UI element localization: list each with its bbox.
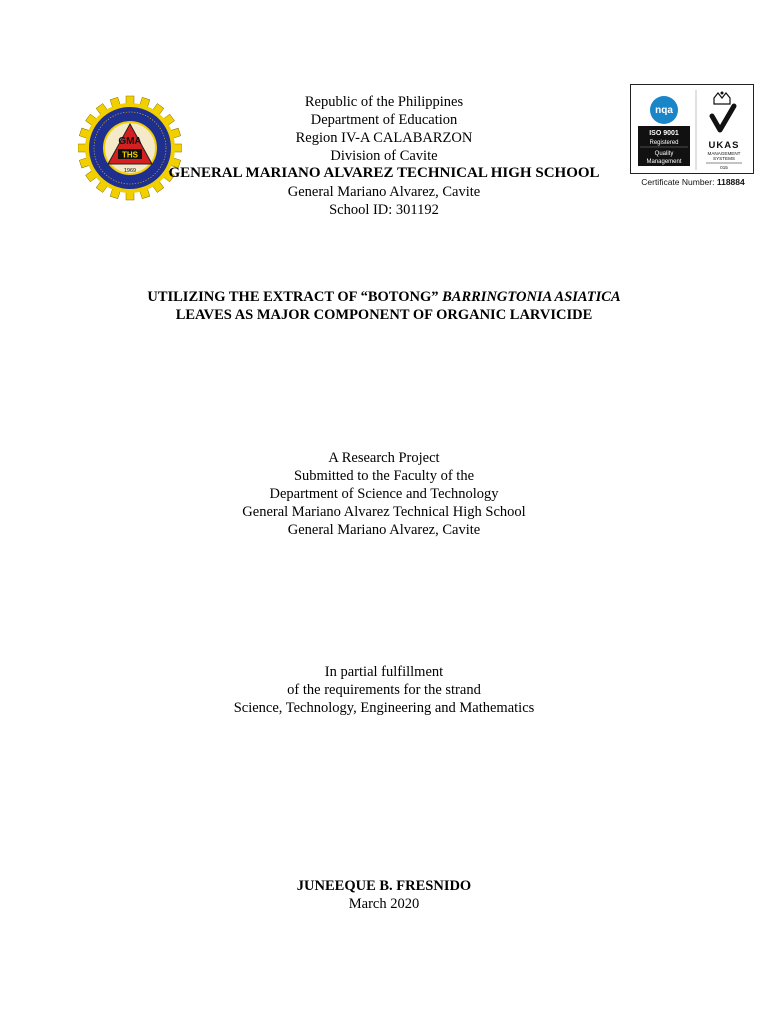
- school-name: GENERAL MARIANO ALVAREZ TECHNICAL HIGH SCHOOL: [168, 165, 600, 181]
- logo-year: 1969: [123, 168, 137, 174]
- qm-line1: Quality: [654, 151, 674, 157]
- logo-monogram: GMA: [118, 136, 142, 147]
- submission-line2: Submitted to the Faculty of the: [293, 468, 475, 484]
- logo-abbr: THS: [122, 150, 138, 160]
- iso-certification-badge: [630, 84, 756, 190]
- qm-line2: Management: [646, 159, 682, 165]
- fulfillment-line2: of the requirements for the strand: [287, 682, 481, 698]
- author-name: JUNEEQUE B. FRESNIDO: [296, 878, 472, 894]
- school-address: General Mariano Alvarez, Cavite: [287, 184, 481, 200]
- header-department: Department of Education: [310, 112, 458, 128]
- ukas-label: UKAS: [708, 140, 740, 151]
- header-division: Division of Cavite: [330, 148, 438, 164]
- submission-line3: Department of Science and Technology: [269, 486, 499, 502]
- certificate-number: [630, 177, 756, 187]
- submission-line5: General Mariano Alvarez, Cavite: [287, 522, 481, 538]
- certificate-number-label: Certificate Number:: [641, 177, 715, 187]
- fulfillment-line3: Science, Technology, Engineering and Mathematics: [233, 700, 535, 716]
- cert-logos-icon: [630, 84, 756, 176]
- submission-line4: General Mariano Alvarez Technical High School: [242, 504, 526, 520]
- iso-label: ISO 9001: [649, 130, 679, 137]
- nqa-label: nqa: [655, 105, 673, 116]
- submission-date: March 2020: [348, 896, 420, 912]
- research-title-line2: LEAVES AS MAJOR COMPONENT OF ORGANIC LARVICIDE: [175, 307, 593, 323]
- title-part1: UTILIZING THE EXTRACT OF “BOTONG”: [147, 289, 443, 305]
- ukas-sub2: SYSTEMS: [713, 156, 735, 161]
- certificate-number-value: 118884: [716, 177, 745, 187]
- ukas-sub1: MANAGEMENT: [707, 151, 741, 156]
- school-id: School ID: 301192: [329, 202, 439, 218]
- submission-line1: A Research Project: [328, 450, 440, 466]
- header-republic: Republic of the Philippines: [304, 94, 464, 110]
- header-region: Region IV-A CALABARZON: [295, 130, 473, 146]
- registered-label: Registered: [649, 140, 679, 146]
- title-scientific-name: BARRINGTONIA ASIATICA: [442, 289, 621, 305]
- ukas-code: 015: [720, 165, 728, 170]
- fulfillment-line1: In partial fulfillment: [324, 664, 444, 680]
- research-title-line1: [0, 288, 768, 306]
